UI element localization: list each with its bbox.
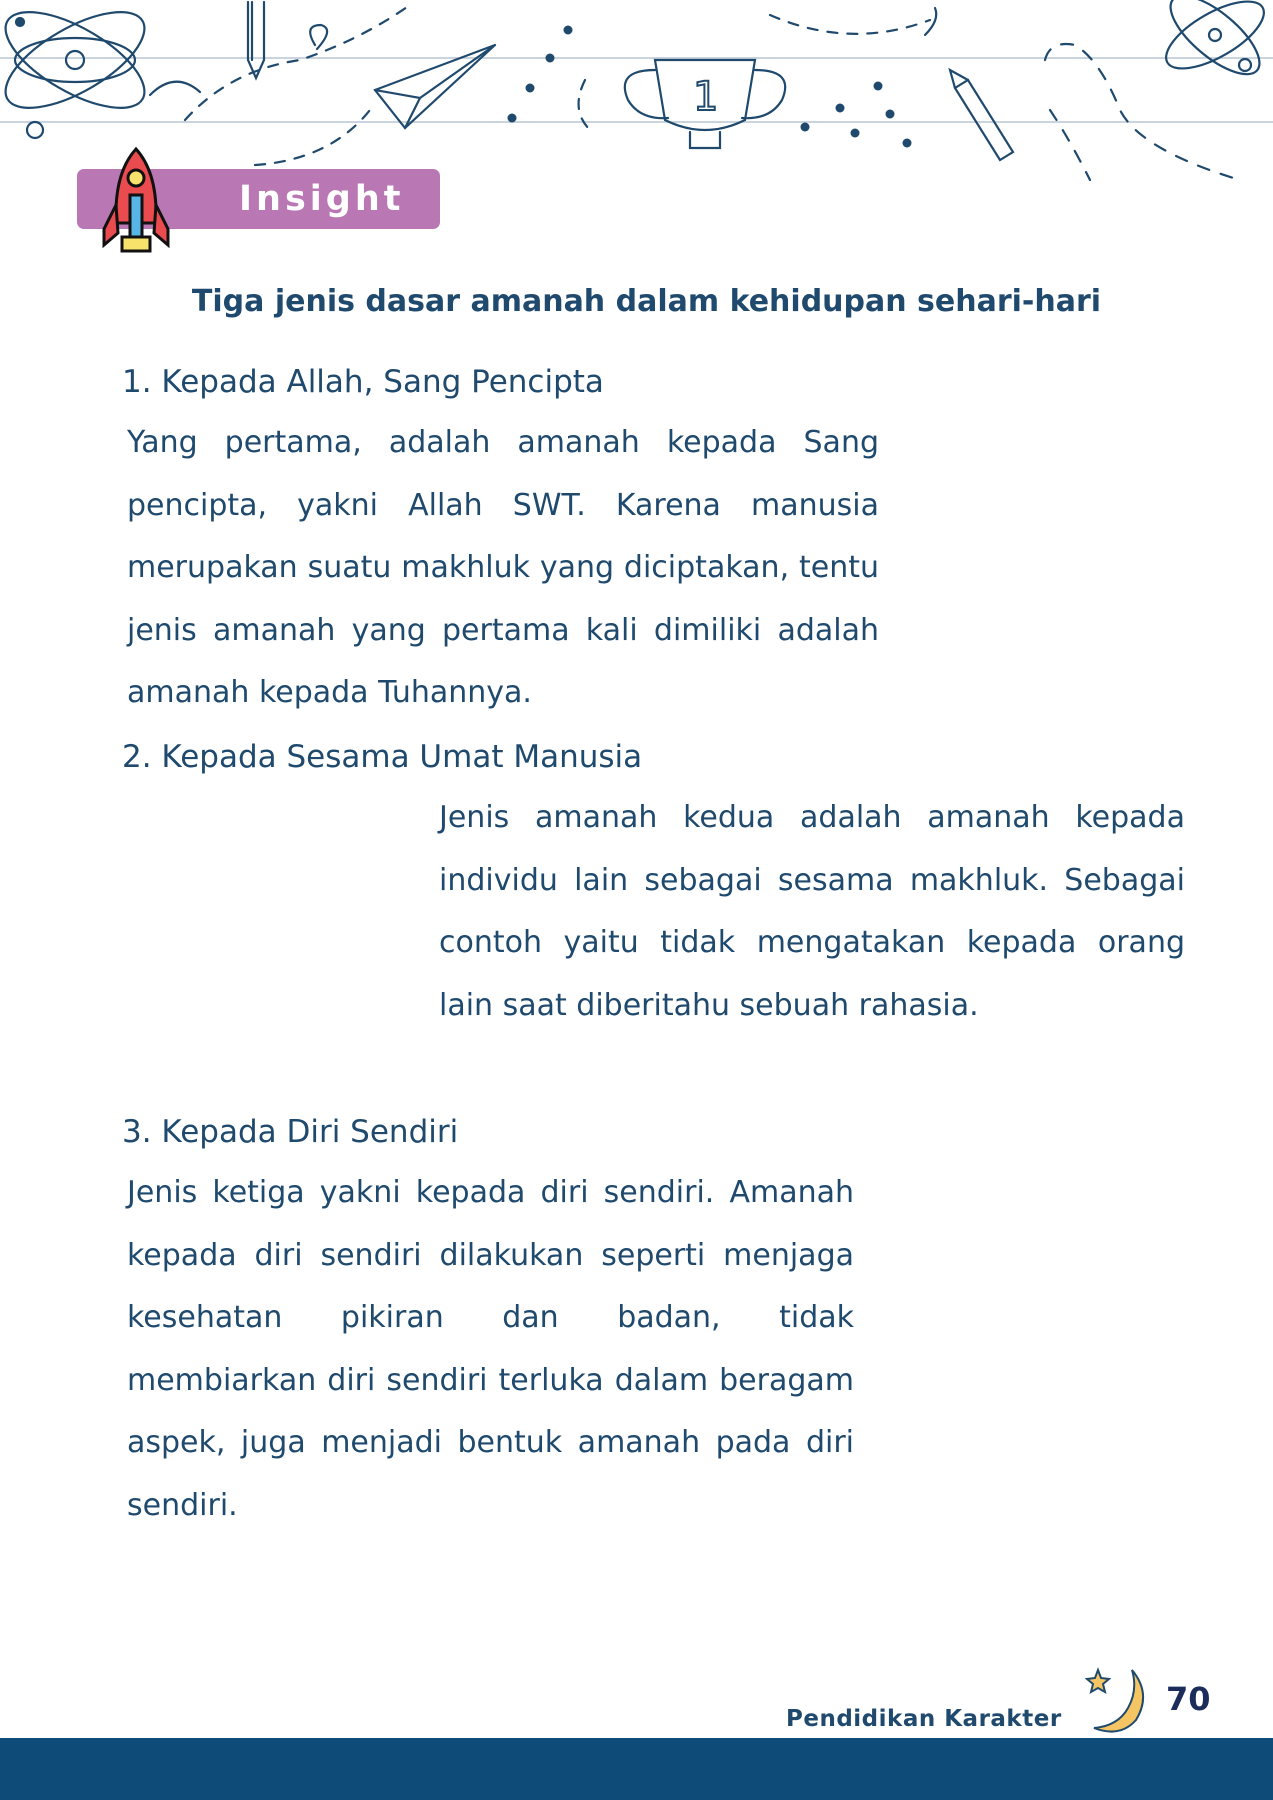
item-body-diri-sendiri: Jenis ketiga yakni kepada diri sendiri. Amanah kepada diri sendiri dilakukan seperti menjaga kesehatan pikiran dan badan, tidak membiarkan diri sendiri terluka dalam beragam aspek, juga menjadi bentuk amanah pada diri sendiri. xyxy=(127,1175,854,1523)
pencil-icon xyxy=(950,70,1013,160)
footer-bar xyxy=(0,1738,1273,1800)
svg-text:1: 1 xyxy=(693,74,719,120)
item-title-allah: 1. Kepada Allah, Sang Pencipta xyxy=(122,364,604,400)
item-body-sesama-manusia: Jenis amanah kedua adalah amanah kepada individu lain sebagai sesama makhluk. Sebagai contoh yaitu tidak mengatakan kepada orang lain saat diberitahu sebuah rahasia. xyxy=(439,800,1185,1023)
trophy-icon xyxy=(625,60,785,148)
atom-icon xyxy=(0,0,159,138)
moon-star-icon xyxy=(1080,1664,1148,1736)
footer-book-title: Pendidikan Karakter xyxy=(786,1706,1062,1732)
section-heading: Tiga jenis dasar amanah dalam kehidupan sehari-hari xyxy=(191,284,1102,319)
item-title-sesama-manusia: 2. Kepada Sesama Umat Manusia xyxy=(122,739,643,775)
insight-badge-label: Insight xyxy=(239,179,405,219)
pencil-icon xyxy=(248,2,264,78)
rocket-icon xyxy=(100,145,172,255)
item-body-allah: Yang pertama, adalah amanah kepada Sang pencipta, yakni Allah SWT. Karena manusia merupakan suatu makhluk yang diciptakan, tentu jenis amanah yang pertama kali dimiliki adalah amanah kepada Tuhannya. xyxy=(127,425,879,710)
page-number: 70 xyxy=(1166,1680,1211,1718)
atom-icon xyxy=(1156,0,1273,87)
item-title-diri-sendiri: 3. Kepada Diri Sendiri xyxy=(122,1114,459,1150)
